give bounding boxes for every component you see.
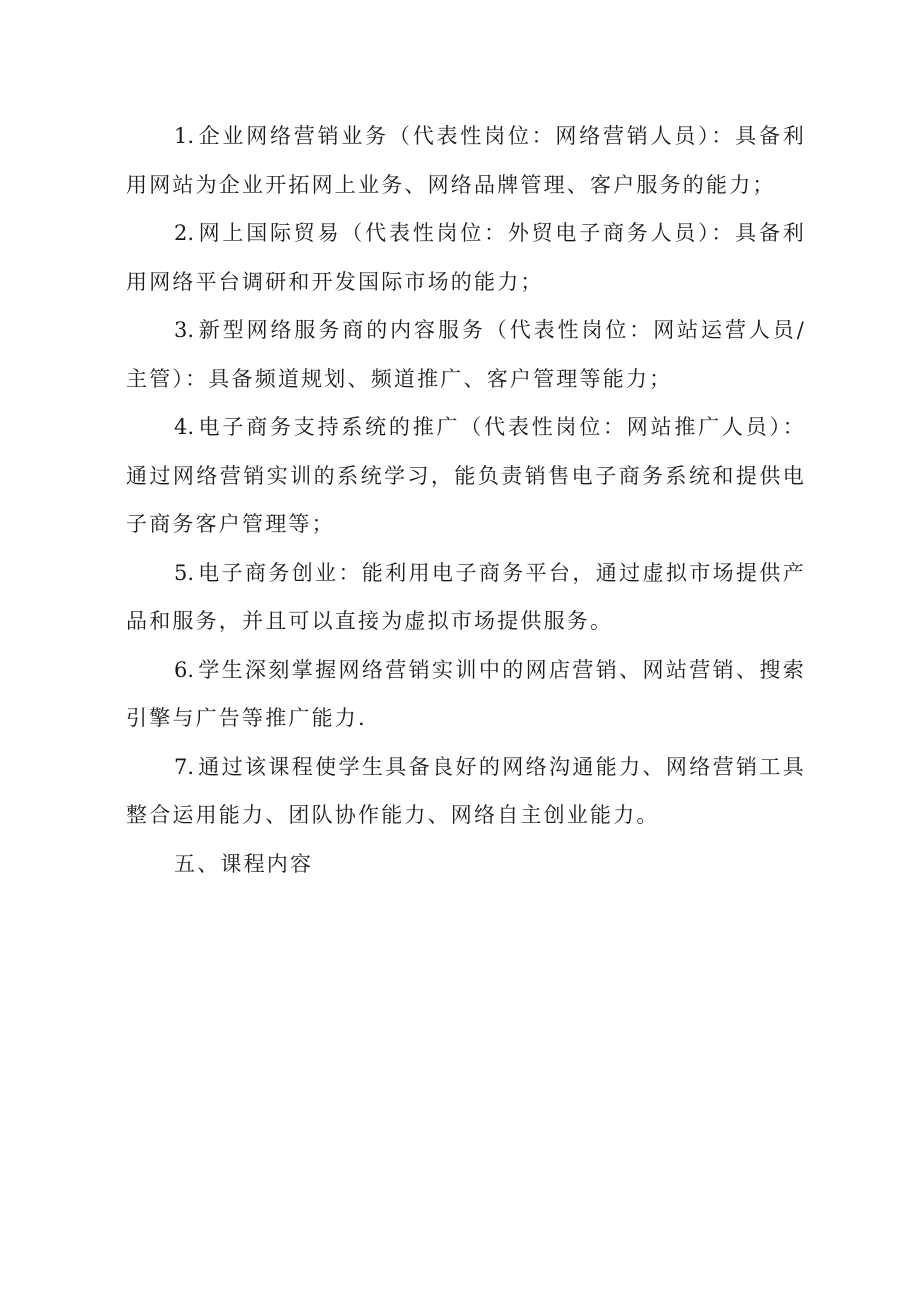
list-item-text: 通过该课程使学生具备良好的网络沟通能力、网络营销工具整合运用能力、团队协作能力、网络自主创业能力。 [126, 754, 806, 827]
list-item-2 [126, 209, 806, 306]
list-item-5 [126, 549, 806, 646]
list-item-4 [126, 403, 806, 549]
list-item-number: 2. [174, 221, 195, 245]
list-item-number: 5. [174, 560, 195, 585]
list-item-3 [126, 306, 806, 403]
list-item-text: 网上国际贸易（代表性岗位：外贸电子商务人员）：具备利用网络平台调研和开发国际市场的能力； [126, 221, 806, 294]
list-item-text: 新型网络服务商的内容服务（代表性岗位：网站运营人员/主管）：具备频道规划、频道推广、客户管理等能力； [126, 318, 806, 391]
list-item-text: 电子商务创业：能利用电子商务平台，通过虚拟市场提供产品和服务，并且可以直接为虚拟市场提供服务。 [126, 560, 806, 633]
list-item-number: 6. [174, 657, 195, 682]
list-item-6 [126, 646, 806, 743]
list-item-number: 3. [174, 318, 195, 342]
list-item-text: 电子商务支持系统的推广（代表性岗位：网站推广人员）：通过网络营销实训的系统学习，能负责销售电子商务系统和提供电子商务客户管理等； [126, 415, 806, 536]
list-item-text: 学生深刻掌握网络营销实训中的网店营销、网站营销、搜索引擎与广告等推广能力. [126, 657, 806, 730]
list-item-number: 1. [174, 124, 195, 148]
list-item-1 [126, 112, 806, 209]
list-item-number: 4. [174, 415, 195, 439]
list-item-7 [126, 743, 806, 840]
section-heading: 五、课程内容 [174, 851, 314, 876]
document-body [126, 112, 806, 888]
list-item-text: 企业网络营销业务（代表性岗位：网络营销人员）：具备利用网站为企业开拓网上业务、网络品牌管理、客户服务的能力； [126, 124, 806, 197]
list-item-number: 7. [174, 754, 195, 779]
